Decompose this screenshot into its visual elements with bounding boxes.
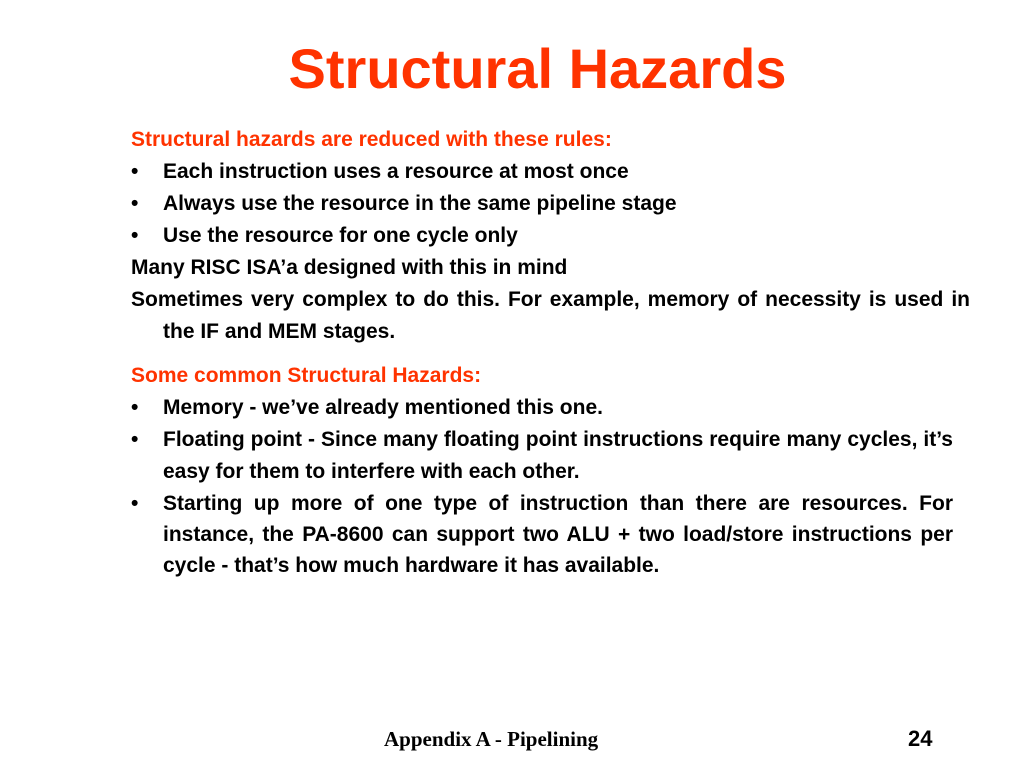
paragraph-risc-isa: Many RISC ISA’a designed with this in mind [131, 256, 568, 279]
bullet-text: Each instruction uses a resource at most once [163, 160, 629, 183]
bullet-icon: • [131, 492, 139, 515]
list-item [131, 392, 953, 424]
list-item [131, 156, 920, 188]
hazards-bullet-list [131, 392, 953, 581]
bullet-text: Memory - we’ve already mentioned this one. [163, 396, 603, 419]
footer-text: Appendix A - Pipelining [384, 727, 599, 751]
list-item [131, 488, 953, 581]
rules-bullet-list [131, 156, 920, 252]
bullet-icon: • [131, 160, 139, 183]
paragraph-complex: Sometimes very complex to do this. For example, memory of necessity is used in the IF and MEM stages. [131, 288, 970, 343]
slide-content [131, 124, 970, 581]
page-number: 24 [908, 726, 933, 751]
list-item [131, 188, 920, 220]
bullet-icon: • [131, 428, 139, 451]
section-heading-rules: Structural hazards are reduced with these rules: [131, 128, 612, 151]
bullet-text: Starting up more of one type of instruction than there are resources. For instance, the PA-8600 can support two ALU + two load/store instructions per cycle - that’s how much hardware it has available. [163, 492, 953, 577]
list-item [131, 424, 953, 488]
bullet-text: Use the resource for one cycle only [163, 224, 518, 247]
section-heading-common-hazards: Some common Structural Hazards: [131, 364, 482, 387]
bullet-text: Floating point - Since many floating point instructions require many cycles, it’s easy for them to interfere with each other. [163, 428, 953, 483]
bullet-icon: • [131, 192, 139, 215]
slide-title: Structural Hazards [288, 37, 787, 100]
list-item [131, 220, 920, 252]
bullet-text: Always use the resource in the same pipeline stage [163, 192, 677, 215]
bullet-icon: • [131, 396, 139, 419]
bullet-icon: • [131, 224, 139, 247]
